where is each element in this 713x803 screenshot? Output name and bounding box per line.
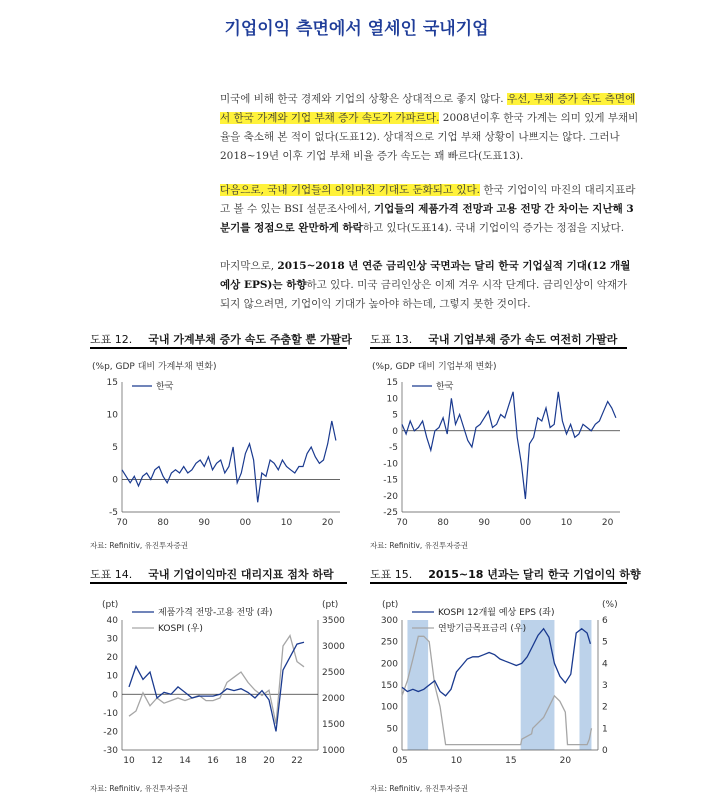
y-tick-label-left: 50: [386, 724, 398, 735]
x-tick-label: 70: [116, 518, 128, 528]
paragraph-2: 다음으로, 국내 기업들의 이익마진 기대도 둔화되고 있다. 한국 기업이익 마진의 대리지표라고 볼 수 있는 BSI 설문조사에서, 기업들의 제품가격 전망과 고용 전망 간 차이는 지난해 3분기를 정점으로 완만하게 하락하고 있다(도표14). 국내 기업이익 증가는 정점을 지났다.: [220, 184, 636, 234]
x-tick-label: 22: [291, 756, 303, 766]
legend-label: KOSPI (우): [158, 624, 203, 634]
y-tick-label-right: 2000: [322, 694, 345, 704]
legend-label: 한국: [156, 382, 174, 392]
figure-14-rule: [90, 582, 347, 584]
y-tick-label: -15: [383, 475, 398, 486]
series-line: [129, 642, 304, 731]
x-tick-label: 10: [280, 518, 293, 528]
y-tick-label-right: 1500: [322, 720, 345, 730]
chart-eps-vs-fedfunds: [370, 590, 630, 775]
y-tick-label-right: 4: [602, 659, 608, 670]
x-tick-label: 14: [179, 756, 191, 766]
chart-margin-proxy: [90, 590, 350, 775]
page-title: 기업이익 측면에서 열세인 국내기업: [224, 19, 489, 39]
x-tick-label: 20: [321, 518, 334, 528]
paragraph-3: 마지막으로, 2015~2018 년 연준 금리인상 국면과는 달리 한국 기업실적 기대(12 개월 예상 EPS)는 하향하고 있다. 미국 금리인상은 이제 겨우 시작 단계다. 금리인상이 악재가 되지 않으려면, 기업이익 기대가 높아야 하는데, 그렇지 못한 것이다.: [220, 260, 631, 310]
y-tick-label: -20: [383, 491, 398, 502]
y-tick-label-left: -10: [103, 708, 118, 719]
y-tick-label-right: 3000: [322, 642, 345, 652]
y-tick-label-right: 1000: [322, 746, 345, 756]
x-tick-label: 10: [450, 756, 463, 766]
y-tick-label: -10: [383, 459, 398, 470]
x-tick-label: 00: [239, 518, 252, 528]
x-tick-label: 20: [601, 518, 614, 528]
y-tick-label-right: 3500: [322, 616, 345, 626]
legend-label: KOSPI 12개월 예상 EPS (좌): [438, 608, 555, 618]
x-tick-label: 80: [157, 518, 169, 528]
y-axis-label-right: (%): [602, 600, 618, 610]
y-tick-label-left: 20: [106, 653, 118, 664]
y-tick-label-left: 10: [106, 671, 118, 682]
y-tick-label: 5: [392, 410, 398, 421]
y-tick-label: -5: [389, 443, 398, 453]
y-tick-label-right: 6: [602, 616, 608, 626]
y-axis-label: (%p, GDP 대비 기업부채 변화): [372, 362, 497, 372]
figure-15-rule: [370, 582, 627, 584]
y-tick-label-left: 0: [112, 690, 118, 701]
legend-label: 한국: [436, 382, 454, 392]
x-tick-label: 80: [437, 518, 449, 528]
y-tick-label-left: 150: [380, 681, 398, 691]
y-axis-label-right: (pt): [322, 600, 339, 610]
figure-15-title: 도표 15. 2015~18 년과는 달리 한국 기업이익 하향: [370, 568, 641, 581]
y-tick-label: 0: [112, 475, 118, 486]
figure-12-title: 도표 12. 국내 가계부채 증가 속도 주춤할 뿐 가팔라: [90, 333, 352, 346]
x-tick-label: 10: [123, 756, 135, 766]
y-tick-label-right: 5: [602, 637, 608, 648]
y-tick-label: 0: [392, 426, 398, 437]
series-line: [402, 629, 590, 696]
series-line: [402, 636, 592, 744]
y-axis-label-left: (pt): [382, 600, 399, 610]
highlight-1: 우선, 부채 증가 속도 측면에서 한국 가계와 기업 부채 증가 속도가 가파르다.: [220, 93, 636, 124]
highlight-2: 다음으로, 국내 기업들의 이익마진 기대도 둔화되고 있다.: [220, 184, 480, 196]
figure-13-title: 도표 13. 국내 기업부채 증가 속도 여전히 가팔라: [370, 333, 618, 346]
x-tick-label: 16: [207, 756, 219, 766]
y-tick-label-left: 250: [380, 637, 398, 648]
paragraph-1: 미국에 비해 한국 경제와 기업의 상황은 상대적으로 좋지 않다. 우선, 부채 증가 속도 측면에서 한국 가계와 기업 부채 증가 속도가 가파르다. 2008년이후 한국 가계는 의미 있게 부채비율을 축소해 본 적이 없다(도표12). 상대적으로 기업 부채 상황이 나쁘지는 않다. 그러나 2018~19년 이후 기업 부채 비율 증가 속도는 꽤 빠르다(도표13).: [220, 93, 639, 162]
y-tick-label: 10: [386, 394, 398, 405]
y-tick-label: 10: [106, 410, 118, 421]
figure-12-source: 자료: Refinitiv, 유진투자증권: [90, 541, 189, 550]
x-tick-label: 18: [235, 756, 247, 766]
x-tick-label: 70: [396, 518, 408, 528]
figure-13-rule: [370, 347, 627, 349]
y-tick-label-right: 0: [602, 746, 608, 756]
y-tick-label-left: -20: [103, 727, 118, 738]
y-tick-label-left: 0: [392, 746, 398, 756]
series-line: [402, 392, 616, 499]
x-tick-label: 20: [559, 756, 572, 766]
figure-12-rule: [90, 347, 347, 349]
figure-13-source: 자료: Refinitiv, 유진투자증권: [370, 541, 469, 550]
y-axis-label-left: (pt): [102, 600, 119, 610]
figure-15-source: 자료: Refinitiv, 유진투자증권: [370, 784, 469, 793]
chart-household-debt: [90, 352, 350, 537]
x-tick-label: 00: [519, 518, 532, 528]
figure-14-title: 도표 14. 국내 기업이익마진 대리지표 점차 하락: [90, 568, 334, 581]
y-tick-label-left: 40: [106, 616, 118, 626]
x-tick-label: 12: [151, 756, 163, 766]
y-tick-label-right: 1: [602, 724, 608, 735]
y-tick-label-left: -30: [103, 746, 118, 756]
x-tick-label: 05: [396, 756, 408, 766]
x-tick-label: 90: [198, 518, 210, 528]
y-tick-label-left: 100: [380, 702, 398, 713]
y-tick-label-left: 300: [380, 616, 398, 626]
series-line: [122, 421, 336, 502]
y-tick-label-left: 30: [106, 634, 118, 645]
y-tick-label: 5: [112, 443, 118, 453]
x-tick-label: 15: [505, 756, 517, 766]
y-axis-label: (%p, GDP 대비 가계부채 변화): [92, 362, 217, 372]
y-tick-label-right: 3: [602, 681, 608, 691]
y-tick-label-right: 2: [602, 702, 608, 713]
y-tick-label: -5: [109, 508, 118, 518]
x-tick-label: 20: [263, 756, 275, 766]
y-tick-label: 15: [106, 378, 118, 388]
legend-label: 연방기금목표금리 (우): [438, 624, 527, 634]
x-tick-label: 90: [478, 518, 490, 528]
y-tick-label-right: 2500: [322, 668, 345, 678]
y-tick-label: -25: [383, 508, 398, 518]
legend-label: 제품가격 전망-고용 전망 (좌): [158, 608, 273, 618]
x-tick-label: 10: [560, 518, 573, 528]
y-tick-label-left: 200: [380, 659, 398, 670]
chart-corporate-debt: [370, 352, 630, 537]
y-tick-label: 15: [386, 378, 398, 388]
figure-14-source: 자료: Refinitiv, 유진투자증권: [90, 784, 189, 793]
